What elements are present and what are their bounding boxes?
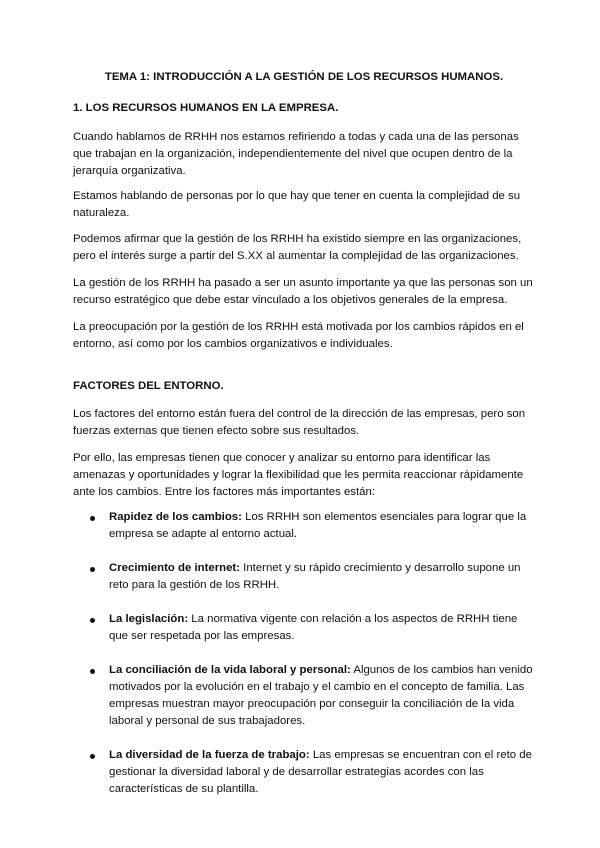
list-item-term: Crecimiento de internet: [109, 562, 241, 574]
list-item-text: Internet y su rápido crecimiento y desarrollo supone un reto para la gestión de los RRHH. [109, 562, 521, 591]
list-item-text: La normativa vigente con relación a los aspectos de RRHH tiene que ser respetada por las empresas. [109, 613, 518, 642]
bullet-icon [90, 618, 95, 623]
section-heading-factores-entorno: FACTORES DEL ENTORNO. [73, 380, 224, 392]
list-item [73, 611, 535, 645]
bullet-icon [90, 567, 95, 572]
list-item-text: Algunos de los cambios han venido motivados por la evolución en el trabajo y el cambio en el concepto de familia. Las empresas muestran mayor preocupación por conseguir la conciliación de la vida laboral y personal de sus trabajadores. [109, 664, 533, 727]
bullet-icon [90, 754, 95, 759]
paragraph-preocupacion: La preocupación por la gestión de los RRHH está motivada por los cambios rápidos en el entorno, así como por los cambios organizativos e individuales. [73, 321, 524, 350]
list-item-term: Rapidez de los cambios: [109, 511, 242, 523]
paragraph-factores-intro: Los factores del entorno están fuera del control de la dirección de las empresas, pero son fuerzas externas que tienen efecto sobre sus resultados. [73, 408, 526, 437]
bullet-icon [90, 516, 95, 521]
paragraph-complejidad: Estamos hablando de personas por lo que hay que tener en cuenta la complejidad de su naturaleza. [73, 190, 521, 219]
document-title: TEMA 1: INTRODUCCIÓN A LA GESTIÓN DE LOS RECURSOS HUMANOS. [104, 71, 504, 83]
list-item [73, 509, 535, 543]
bullet-icon [90, 669, 95, 674]
list-item-text: Los RRHH son elementos esenciales para lograr que la empresa se adapte al entorno actual. [109, 511, 527, 540]
paragraph-definicion-rrhh: Cuando hablamos de RRHH nos estamos refiriendo a todas y cada una de las personas que trabajan en la organización, independientemente del nivel que ocupen dentro de la jerarquía organizativa. [73, 131, 519, 177]
list-item-term: La diversidad de la fuerza de trabajo: [109, 749, 310, 761]
list-item [73, 662, 535, 730]
list-item [73, 747, 535, 798]
section-heading-recursos-humanos: 1. LOS RECURSOS HUMANOS EN LA EMPRESA. [73, 102, 339, 114]
list-item-text: Las empresas se encuentran con el reto de gestionar la diversidad laboral y de desarrollar estrategias acordes con las características de su plantilla. [109, 749, 532, 795]
paragraph-recurso-estrategico: La gestión de los RRHH ha pasado a ser un asunto importante ya que las personas son un recurso estratégico que debe estar vinculado a los objetivos generales de la empresa. [73, 277, 533, 306]
list-item-term: La legislación: [109, 613, 189, 625]
paragraph-historia-gestion: Podemos afirmar que la gestión de los RRHH ha existido siempre en las organizaciones, pero el interés surge a partir del S.XX al aumentar la complejidad de las organizaciones. [73, 233, 522, 262]
paragraph-analisis-entorno: Por ello, las empresas tienen que conocer y analizar su entorno para identificar las amenazas y oportunidades y lograr la flexibilidad que les permita reaccionar rápidamente ante los cambios. Entre los factores más importantes están: [73, 452, 524, 498]
factors-list [73, 509, 535, 815]
list-item [73, 560, 535, 594]
list-item-term: La conciliación de la vida laboral y personal: [109, 664, 351, 676]
